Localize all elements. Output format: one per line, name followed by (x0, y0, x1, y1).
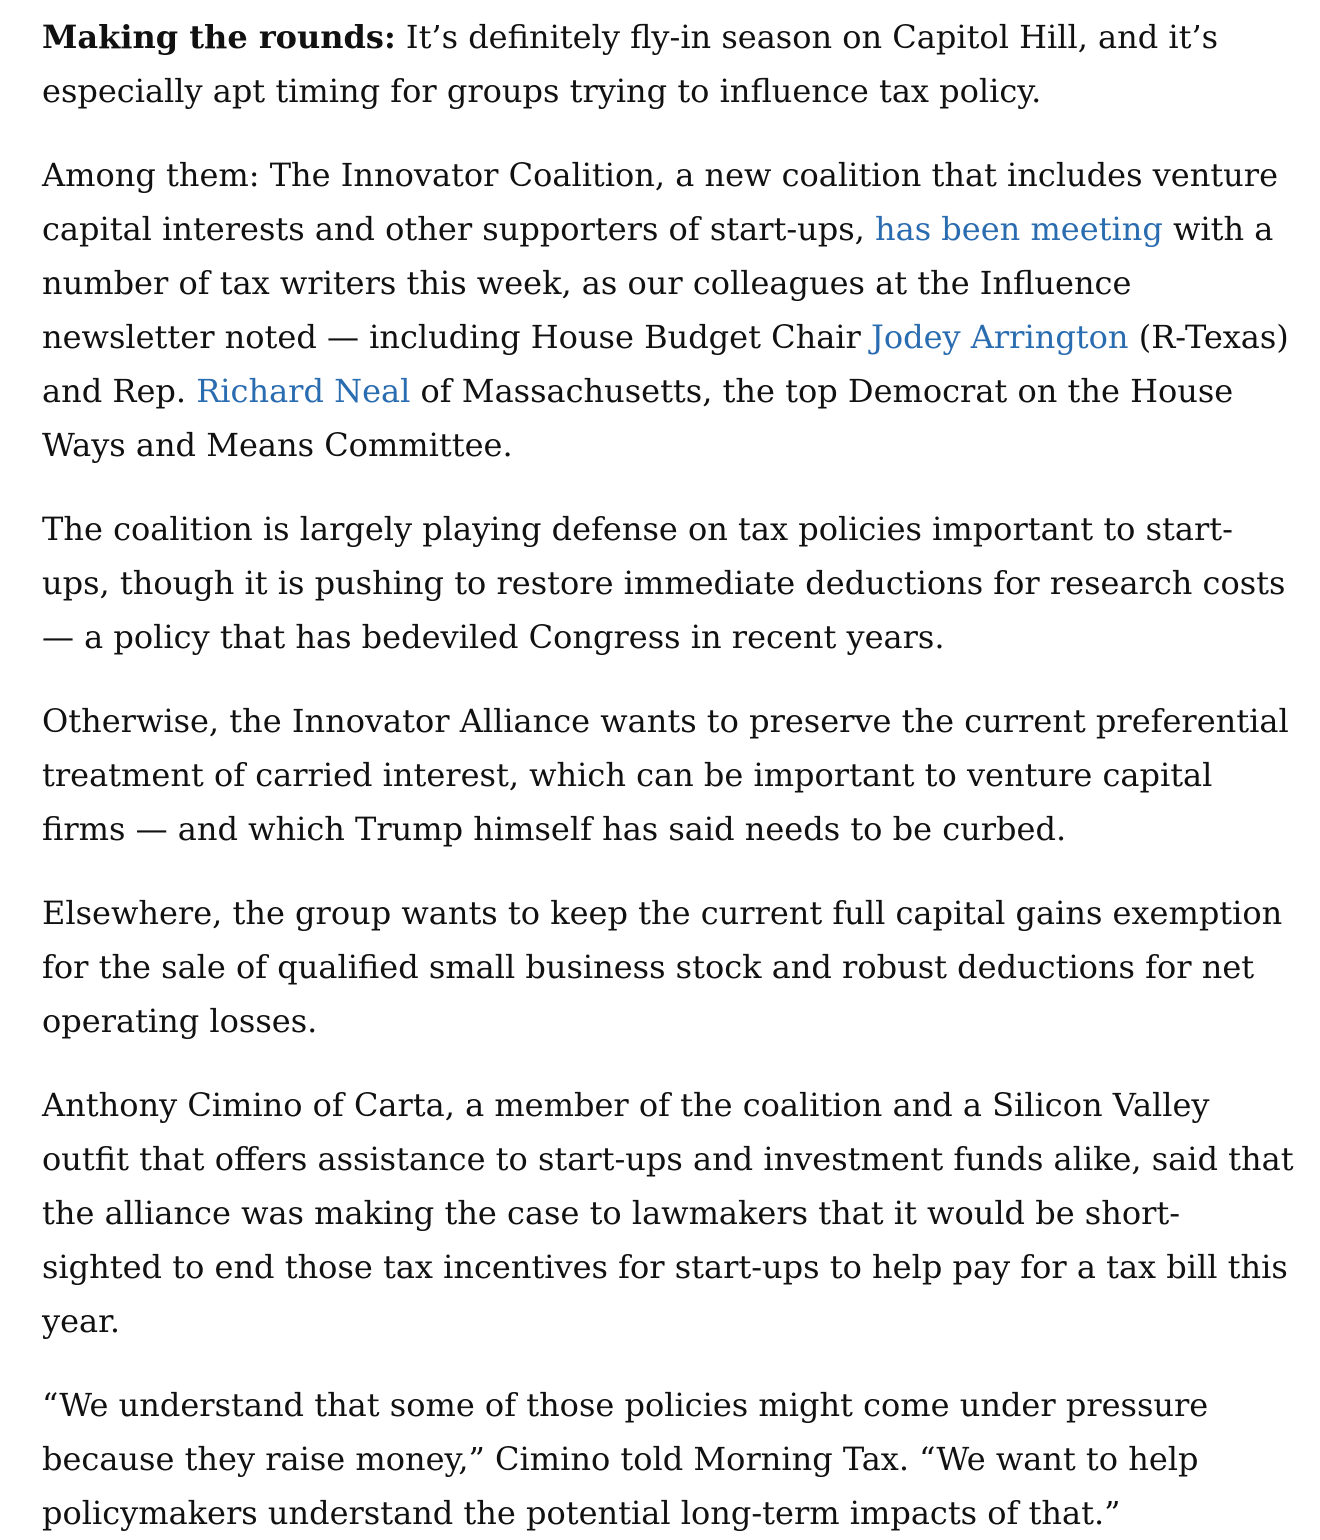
paragraph-making-the-rounds (42, 10, 1296, 118)
paragraph-playing-defense: The coalition is largely playing defense on tax policies important to start-ups, though it is pushing to restore immediate deductions for research costs — a policy that has bedeviled Congress in recent years. (42, 510, 1286, 656)
paragraph-text: with a number of tax writers this week, as our colleagues at the Influence newsletter noted — including House Budget Chair (42, 210, 1274, 356)
paragraph-text: It’s definitely fly-in season on Capitol Hill, and it’s especially apt timing for groups trying to influence tax policy. (42, 18, 1219, 110)
paragraph-cimino: Anthony Cimino of Carta, a member of the coalition and a Silicon Valley outfit that offers assistance to start-ups and investment funds alike, said that the alliance was making the case to lawmakers that it would be short-sighted to end those tax incentives for start-ups to help pay for a tax bill this year. (42, 1086, 1294, 1340)
paragraph-carried-interest: Otherwise, the Innovator Alliance wants to preserve the current preferential treatment of carried interest, which can be important to venture capital firms — and which Trump himself has said needs to be curbed. (42, 702, 1289, 848)
section-label: Making the rounds: (42, 18, 396, 56)
paragraph-text: (R-Texas) and Rep. (42, 318, 1289, 410)
paragraph-text: Among them: The Innovator Coalition, a new coalition that includes venture capital interests and other supporters of start-ups, (42, 156, 1278, 248)
paragraph-innovator-coalition (42, 148, 1296, 472)
paragraph-capital-gains: Elsewhere, the group wants to keep the current full capital gains exemption for the sale of qualified small business stock and robust deductions for net operating losses. (42, 894, 1283, 1040)
jodey-arrington-link[interactable]: Jodey Arrington (871, 318, 1129, 356)
paragraph-quote: “We understand that some of those policies might come under pressure because they raise money,” Cimino told Morning Tax. “We want to help policymakers understand the potential long-term impacts of that.” (42, 1386, 1209, 1532)
has-been-meeting-link[interactable]: has been meeting (875, 210, 1163, 248)
richard-neal-link[interactable]: Richard Neal (196, 372, 411, 410)
paragraph-text: of Massachusetts, the top Democrat on the House Ways and Means Committee. (42, 372, 1234, 464)
